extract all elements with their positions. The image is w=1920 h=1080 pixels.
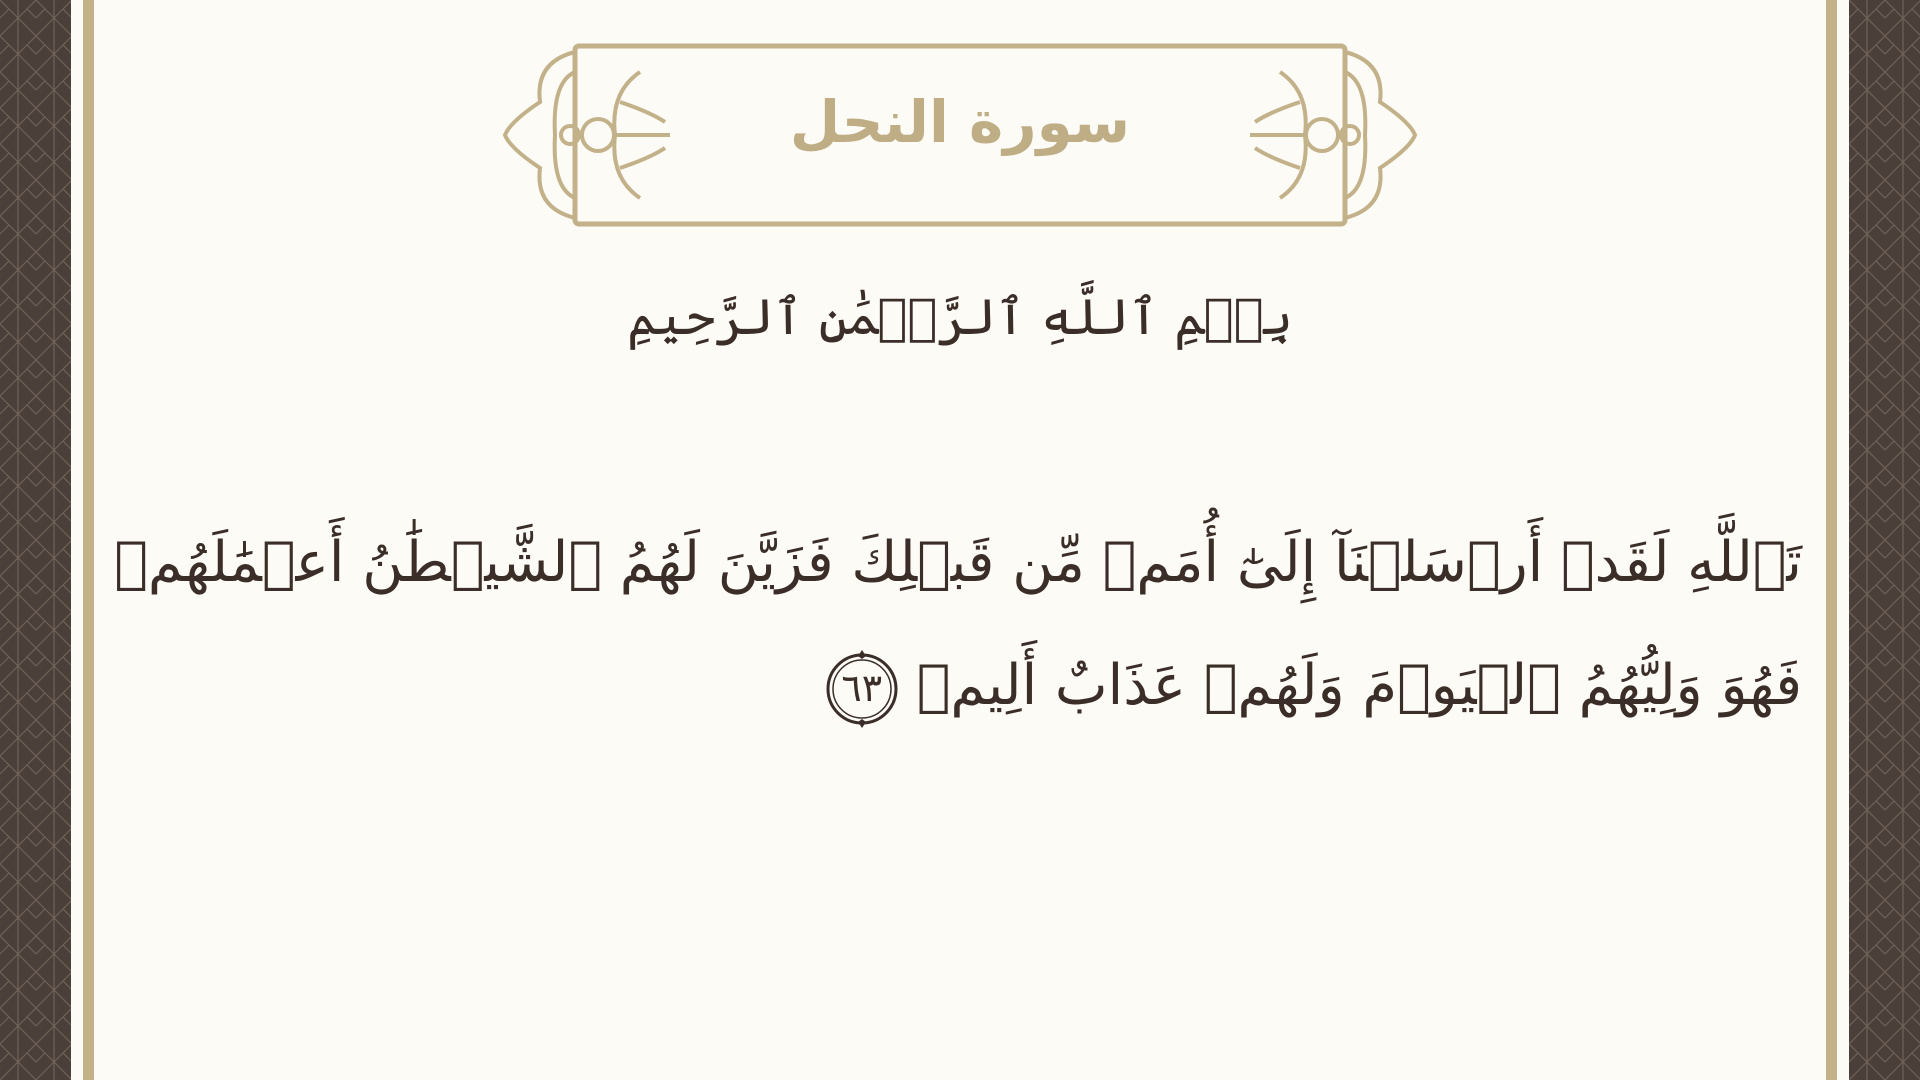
verse-text-line-2: فَهُوَ وَلِيُّهُمُ ٱلۡيَوۡمَ وَلَهُمۡ عَذَابٌ أَلِيمٞ — [916, 653, 1802, 719]
basmala: بِسۡمِ ٱللَّهِ ٱلرَّحۡمَٰنِ ٱلرَّحِيمِ — [627, 288, 1293, 346]
right-ornamental-border — [1849, 0, 1920, 1080]
geometric-pattern-icon — [1849, 0, 1920, 1080]
verse-text-line-1: تَٱللَّهِ لَقَدۡ أَرۡسَلۡنَآ إِلَىٰٓ أُمَمٖ مِّن قَبۡلِكَ فَزَيَّنَ لَهُمُ ٱلشَّيۡطَٰنُ أَعۡمَٰلَهُمۡ — [114, 530, 1802, 595]
geometric-pattern-icon — [0, 0, 71, 1080]
ayah-end-marker — [821, 648, 903, 730]
right-gold-rule — [1826, 0, 1837, 1080]
verse-line-2 — [342, 648, 1802, 730]
surah-title: سورة النحل — [789, 88, 1131, 156]
ayah-number: ٦٣ — [841, 666, 883, 710]
left-gold-rule — [83, 0, 94, 1080]
left-ornamental-border — [0, 0, 71, 1080]
verse-line-1 — [114, 530, 1802, 595]
